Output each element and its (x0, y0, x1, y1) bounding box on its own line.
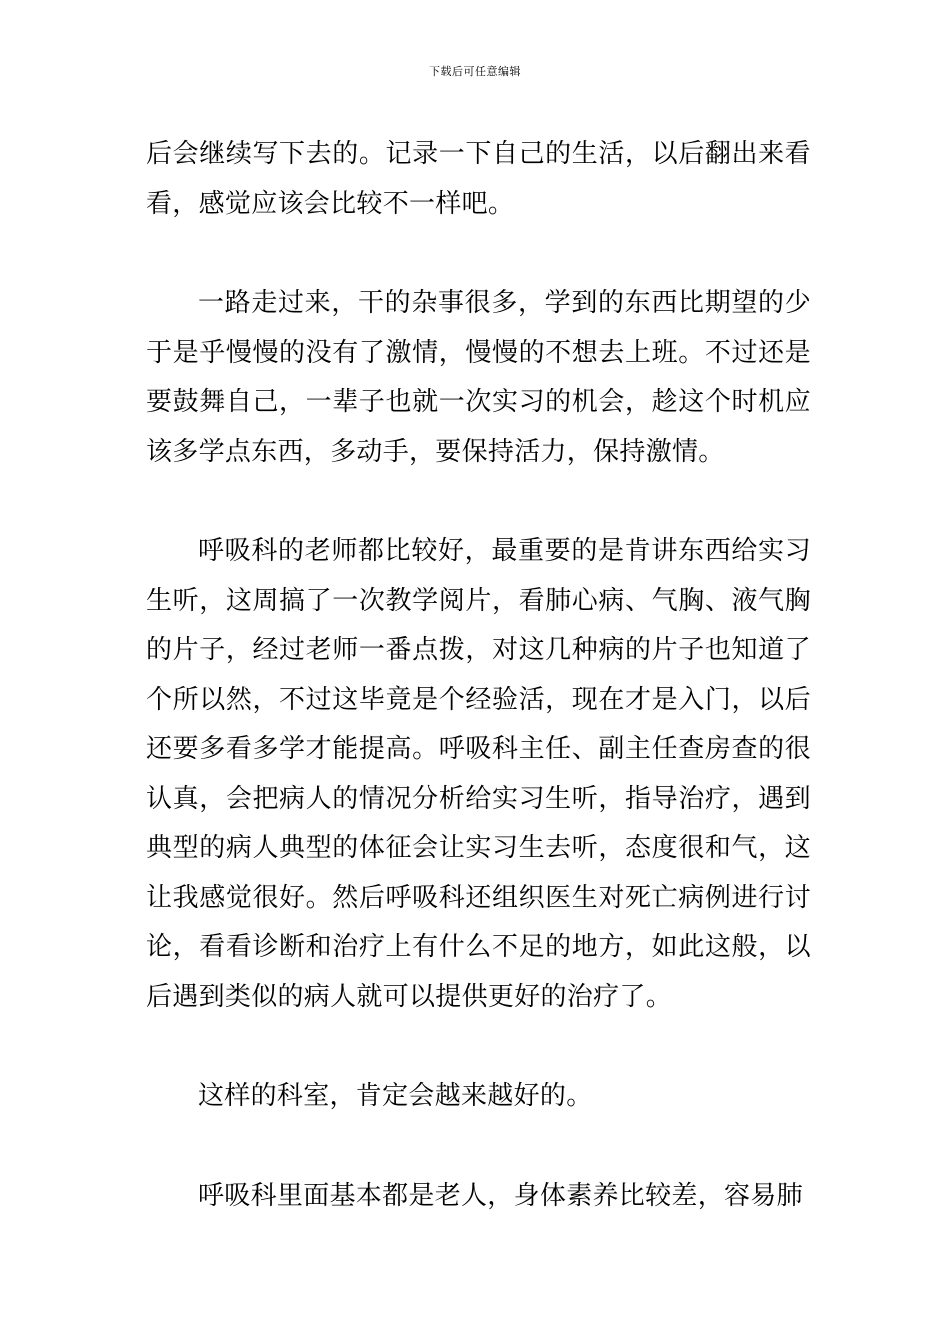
paragraph-3: 呼吸科的老师都比较好，最重要的是肯讲东西给实习生听，这周搞了一次教学阅片，看肺心病、气胸、液气胸的片子，经过老师一番点拨，对这几种病的片子也知道了个所以然，不过这毕竟是个经验活，现在才是入门，以后还要多看多学才能提高。呼吸科主任、副主任查房查的很认真，会把病人的情况分析给实习生听，指导治疗，遇到典型的病人典型的体征会让实习生去听，态度很和气，这让我感觉很好。然后呼吸科还组织医生对死亡病例进行讨论，看看诊断和治疗上有什么不足的地方，如此这般，以后遇到类似的病人就可以提供更好的治疗了。 (146, 536, 811, 1012)
page-header-note: 下载后可任意编辑 (429, 65, 521, 78)
paragraph-2: 一路走过来，干的杂事很多，学到的东西比期望的少于是乎慢慢的没有了激情，慢慢的不想去上班。不过还是要鼓舞自己，一辈子也就一次实习的机会，趁这个时机应该多学点东西，多动手，要保持活力，保持激情。 (146, 288, 811, 467)
paragraph-1: 后会继续写下去的。记录一下自己的生活，以后翻出来看看，感觉应该会比较不一样吧。 (146, 139, 811, 219)
paragraph-5: 呼吸科里面基本都是老人，身体素养比较差，容易肺 (198, 1180, 803, 1211)
paragraph-4: 这样的科室，肯定会越来越好的。 (198, 1081, 593, 1111)
document-body (146, 130, 811, 1221)
